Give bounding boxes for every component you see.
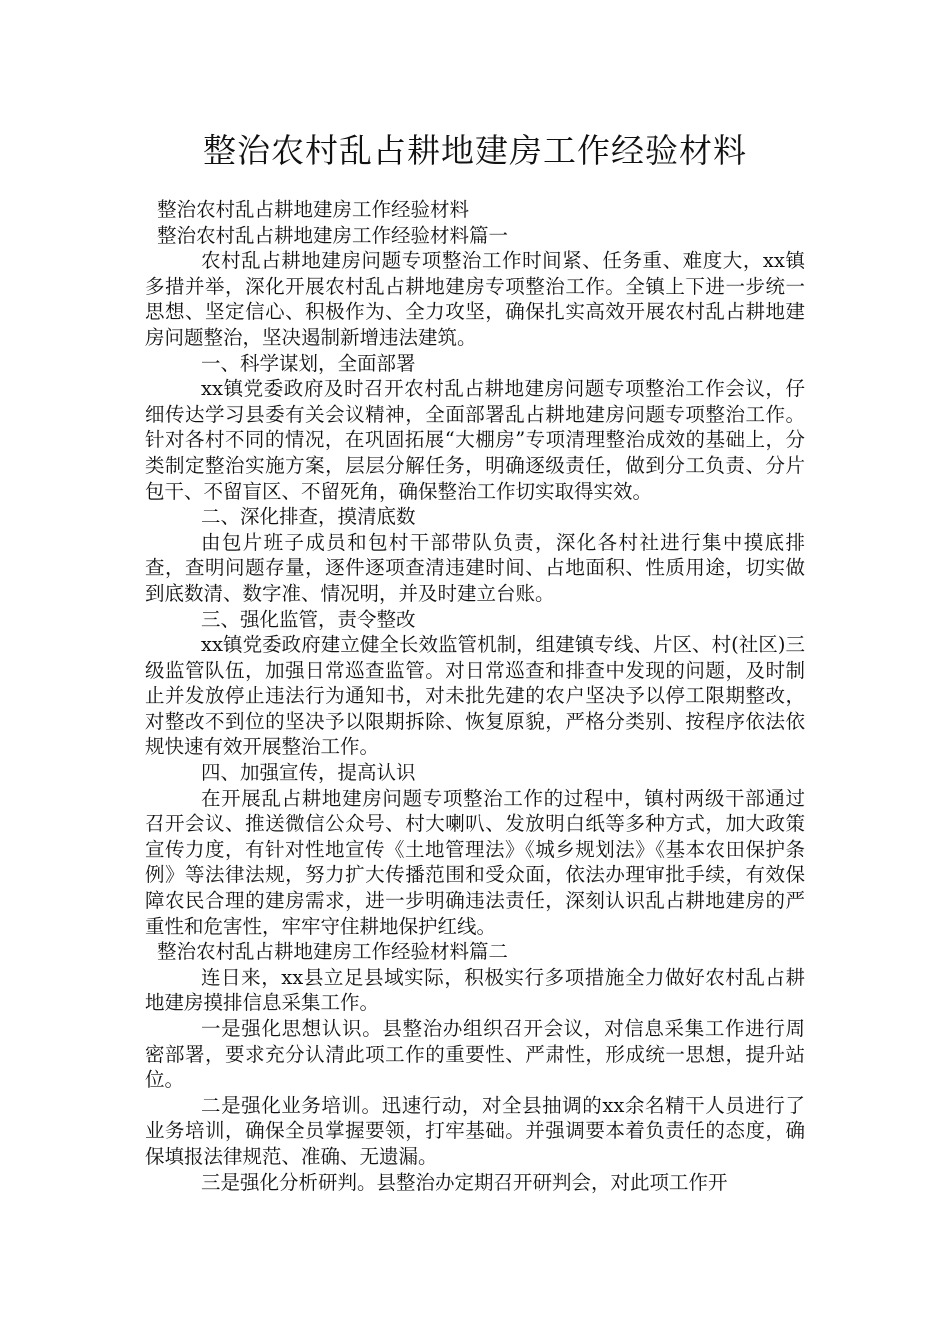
section-heading: 四、加强宣传，提高认识	[201, 761, 416, 785]
paragraph: 二是强化业务培训。迅速行动，对全县抽调的xx余名精干人员进行了业务培训，确保全员掌握要领，打牢基础。并强调要本着负责任的态度，确保填报法律规范、准确、无遗漏。	[145, 1093, 805, 1168]
document-body	[145, 197, 805, 1195]
paragraph: xx镇党委政府及时召开农村乱占耕地建房问题专项整治工作会议，仔细传达学习县委有关会议精神，全面部署乱占耕地建房问题专项整治工作。针对各村不同的情况，在巩固拓展“大棚房”专项清理整治成效的基础上，分类制定整治实施方案，层层分解任务，明确逐级责任，做到分工负责、分片包干、不留盲区、不留死角，确保整治工作切实取得实效。	[145, 377, 805, 503]
paragraph: 连日来，xx县立足县域实际，积极实行多项措施全力做好农村乱占耕地建房摸排信息采集工作。	[145, 965, 805, 1015]
section-heading-part-two: 整治农村乱占耕地建房工作经验材料篇二	[157, 940, 509, 964]
paragraph: xx镇党委政府建立健全长效监管机制，组建镇专线、片区、村(社区)三级监管队伍，加强日常巡查监管。对日常巡查和排查中发现的问题，及时制止并发放停止违法行为通知书，对未批先建的农户坚决予以停工限期整改，对整改不到位的坚决予以限期拆除、恢复原貌，严格分类别、按程序依法依规快速有效开展整治工作。	[145, 633, 805, 759]
paragraph: 农村乱占耕地建房问题专项整治工作时间紧、任务重、难度大，xx镇多措并举，深化开展农村乱占耕地建房专项整治工作。全镇上下进一步统一思想、坚定信心、积极作为、全力攻坚，确保扎实高效开展农村乱占耕地建房问题整治，坚决遏制新增违法建筑。	[145, 249, 805, 349]
subtitle: 整治农村乱占耕地建房工作经验材料	[157, 198, 470, 221]
section-heading: 一、科学谋划，全面部署	[201, 351, 416, 375]
section-heading: 三、强化监管，责令整改	[201, 607, 416, 631]
paragraph: 三是强化分析研判。县整治办定期召开研判会，对此项工作开	[201, 1170, 728, 1194]
section-heading-part-one: 整治农村乱占耕地建房工作经验材料篇一	[157, 223, 509, 247]
paragraph: 一是强化思想认识。县整治办组织召开会议，对信息采集工作进行周密部署，要求充分认清此项工作的重要性、严肃性，形成统一思想，提升站位。	[145, 1017, 805, 1092]
document-title: 整治农村乱占耕地建房工作经验材料	[203, 131, 747, 170]
paragraph: 由包片班子成员和包村干部带队负责，深化各村社进行集中摸底排查，查明问题存量，逐件逐项查清违建时间、占地面积、性质用途，切实做到底数清、数字准、情况明，并及时建立台账。	[145, 530, 805, 605]
paragraph: 在开展乱占耕地建房问题专项整治工作的过程中，镇村两级干部通过召开会议、推送微信公众号、村大喇叭、发放明白纸等多种方式，加大政策宣传力度，有针对性地宣传《土地管理法》《城乡规划法》《基本农田保护条例》等法律法规，努力扩大传播范围和受众面，依法办理审批手续，有效保障农民合理的建房需求，进一步明确违法责任，深刻认识乱占耕地建房的严重性和危害性，牢牢守住耕地保护红线。	[145, 786, 805, 938]
section-heading: 二、深化排查，摸清底数	[201, 505, 416, 529]
